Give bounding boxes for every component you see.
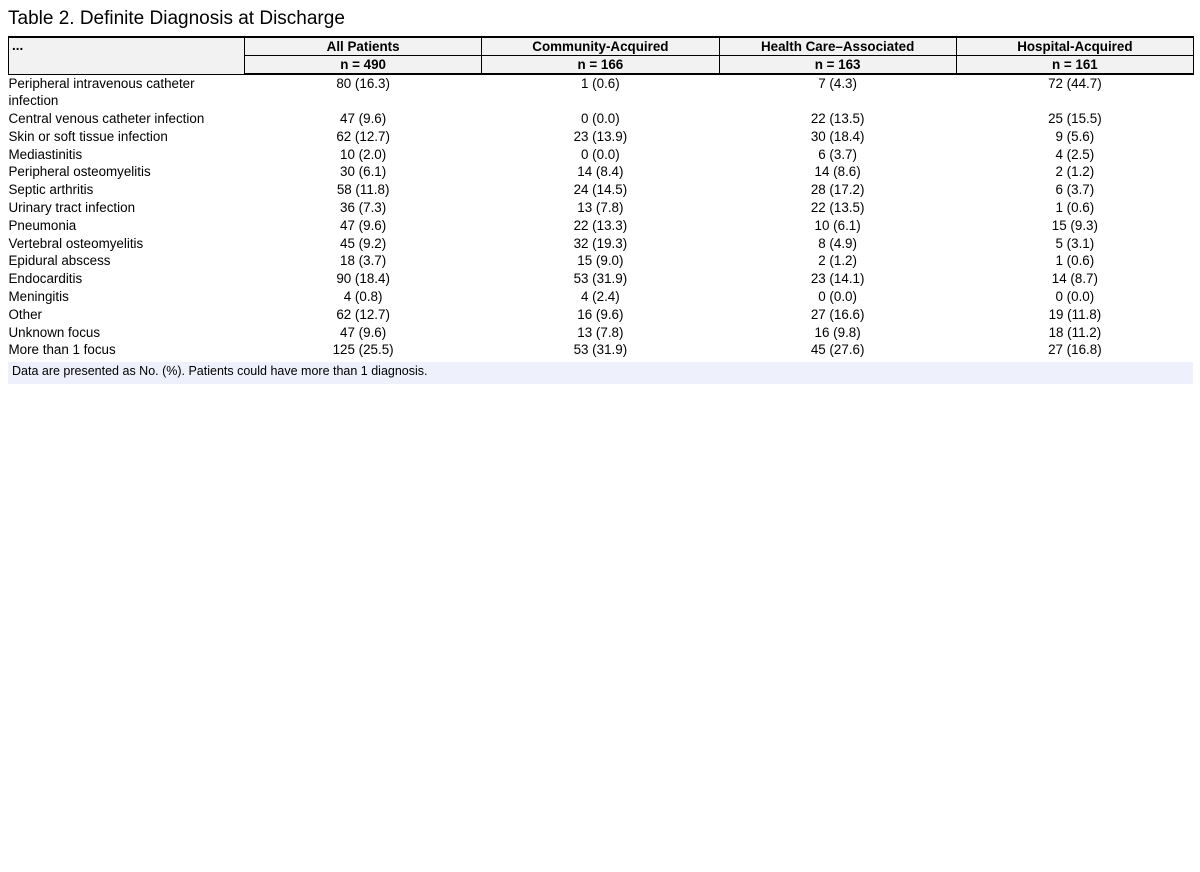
table-row: [9, 252, 1194, 270]
table-row: [9, 324, 1194, 342]
cell-health-care-associated: 10 (6.1): [814, 217, 861, 233]
row-label: Pneumonia: [8, 217, 77, 233]
cell-community-acquired: 1 (0.6): [581, 76, 620, 91]
cell-all-patients: 10 (2.0): [340, 146, 387, 162]
cell-health-care-associated: 22 (13.5): [810, 111, 865, 127]
table-row: [9, 288, 1194, 306]
row-label: Unknown focus: [8, 324, 101, 340]
cell-health-care-associated: 28 (17.2): [810, 182, 865, 198]
cell-hospital-acquired: 1 (0.6): [1055, 253, 1095, 269]
cell-community-acquired: 13 (7.8): [577, 200, 624, 216]
column-header-health-care-associated: Health Care–Associated: [719, 37, 956, 56]
cell-hospital-acquired: 4 (2.5): [1055, 146, 1095, 162]
table-row: [9, 235, 1194, 253]
cell-health-care-associated: 0 (0.0): [818, 289, 857, 305]
cell-hospital-acquired: 19 (11.8): [1048, 306, 1102, 322]
cell-hospital-acquired: 25 (15.5): [1048, 111, 1102, 127]
table-row: [9, 306, 1194, 324]
cell-health-care-associated: 23 (14.1): [810, 271, 865, 287]
cell-hospital-acquired: 5 (3.1): [1055, 235, 1095, 251]
cell-hospital-acquired: 15 (9.3): [1051, 217, 1098, 233]
table-row: [9, 199, 1194, 217]
cell-health-care-associated: 16 (9.8): [814, 324, 861, 340]
row-label: Epidural abscess: [8, 253, 111, 269]
cell-health-care-associated: 8 (4.9): [818, 235, 857, 251]
row-label: Peripheral intravenous catheter infection: [8, 75, 195, 109]
cell-hospital-acquired: 9 (5.6): [1055, 128, 1095, 144]
cell-health-care-associated: 7 (4.3): [818, 76, 857, 91]
cell-all-patients: 30 (6.1): [340, 164, 387, 180]
cell-health-care-associated: 22 (13.5): [810, 200, 865, 216]
header-row-labels: [9, 37, 1194, 56]
cell-hospital-acquired: 1 (0.6): [1055, 200, 1095, 216]
cell-community-acquired: 22 (13.3): [573, 217, 628, 233]
column-header-all-patients: All Patients: [245, 37, 482, 56]
table-body: [9, 74, 1194, 359]
table-row: [9, 341, 1194, 359]
column-count-community-acquired: n = 166: [482, 56, 719, 75]
row-label: Meningitis: [8, 289, 69, 305]
table-row: [9, 128, 1194, 146]
table-row: [9, 217, 1194, 235]
diagnosis-table: [8, 36, 1194, 359]
cell-community-acquired: 14 (8.4): [577, 164, 624, 180]
cell-hospital-acquired: 27 (16.8): [1048, 342, 1102, 358]
cell-community-acquired: 53 (31.9): [573, 271, 628, 287]
cell-community-acquired: 23 (13.9): [573, 128, 628, 144]
cell-hospital-acquired: 2 (1.2): [1055, 164, 1095, 180]
cell-hospital-acquired: 0 (0.0): [1055, 289, 1095, 305]
cell-all-patients: 36 (7.3): [340, 200, 387, 216]
cell-hospital-acquired: 6 (3.7): [1055, 182, 1095, 198]
cell-community-acquired: 32 (19.3): [573, 235, 628, 251]
cell-health-care-associated: 2 (1.2): [818, 253, 857, 269]
cell-all-patients: 47 (9.6): [340, 217, 387, 233]
cell-community-acquired: 16 (9.6): [577, 306, 624, 322]
cell-all-patients: 18 (3.7): [340, 253, 387, 269]
row-label: Skin or soft tissue infection: [8, 128, 168, 144]
table-row: [9, 110, 1194, 128]
cell-community-acquired: 53 (31.9): [573, 342, 628, 358]
row-label: Peripheral osteomyelitis: [8, 164, 151, 180]
table-row: [9, 74, 1194, 110]
row-label: Vertebral osteomyelitis: [8, 235, 144, 251]
cell-hospital-acquired: 72 (44.7): [1048, 76, 1102, 91]
table-header: [9, 37, 1194, 74]
cell-all-patients: 90 (18.4): [336, 271, 390, 287]
cell-hospital-acquired: 18 (11.2): [1048, 324, 1102, 340]
row-label: Mediastinitis: [8, 146, 83, 162]
cell-community-acquired: 13 (7.8): [577, 324, 624, 340]
row-label: Other: [8, 306, 42, 322]
cell-all-patients: 125 (25.5): [332, 342, 394, 358]
header-corner-cell: ...: [9, 37, 245, 74]
cell-health-care-associated: 45 (27.6): [810, 342, 865, 358]
column-header-community-acquired: Community-Acquired: [482, 37, 719, 56]
cell-all-patients: 80 (16.3): [336, 76, 390, 91]
row-label: Central venous catheter infection: [8, 111, 205, 127]
row-label: More than 1 focus: [8, 342, 116, 358]
table-row: [9, 270, 1194, 288]
column-header-hospital-acquired: Hospital-Acquired: [956, 37, 1193, 56]
cell-all-patients: 62 (12.7): [336, 306, 390, 322]
cell-community-acquired: 0 (0.0): [581, 111, 620, 127]
table-row: [9, 163, 1194, 181]
table-row: [9, 146, 1194, 164]
column-count-all-patients: n = 490: [245, 56, 482, 75]
row-label: Septic arthritis: [8, 182, 94, 198]
cell-community-acquired: 24 (14.5): [573, 182, 628, 198]
cell-health-care-associated: 27 (16.6): [810, 306, 865, 322]
table-row: [9, 181, 1194, 199]
cell-all-patients: 47 (9.6): [340, 324, 387, 340]
cell-all-patients: 58 (11.8): [336, 182, 390, 198]
cell-health-care-associated: 14 (8.6): [814, 164, 861, 180]
cell-health-care-associated: 30 (18.4): [810, 128, 865, 144]
table-footnote: Data are presented as No. (%). Patients could have more than 1 diagnosis.: [8, 362, 1193, 384]
table-title: Table 2. Definite Diagnosis at Discharge: [8, 8, 345, 29]
cell-community-acquired: 4 (2.4): [581, 289, 620, 305]
cell-all-patients: 62 (12.7): [336, 128, 390, 144]
column-count-hospital-acquired: n = 161: [956, 56, 1193, 75]
row-label: Urinary tract infection: [8, 200, 136, 216]
cell-community-acquired: 15 (9.0): [577, 253, 624, 269]
cell-all-patients: 4 (0.8): [343, 289, 383, 305]
cell-all-patients: 47 (9.6): [340, 111, 387, 127]
cell-hospital-acquired: 14 (8.7): [1051, 271, 1098, 287]
cell-health-care-associated: 6 (3.7): [818, 146, 857, 162]
column-count-health-care-associated: n = 163: [719, 56, 956, 75]
cell-community-acquired: 0 (0.0): [581, 146, 620, 162]
row-label: Endocarditis: [8, 271, 83, 287]
cell-all-patients: 45 (9.2): [340, 235, 387, 251]
